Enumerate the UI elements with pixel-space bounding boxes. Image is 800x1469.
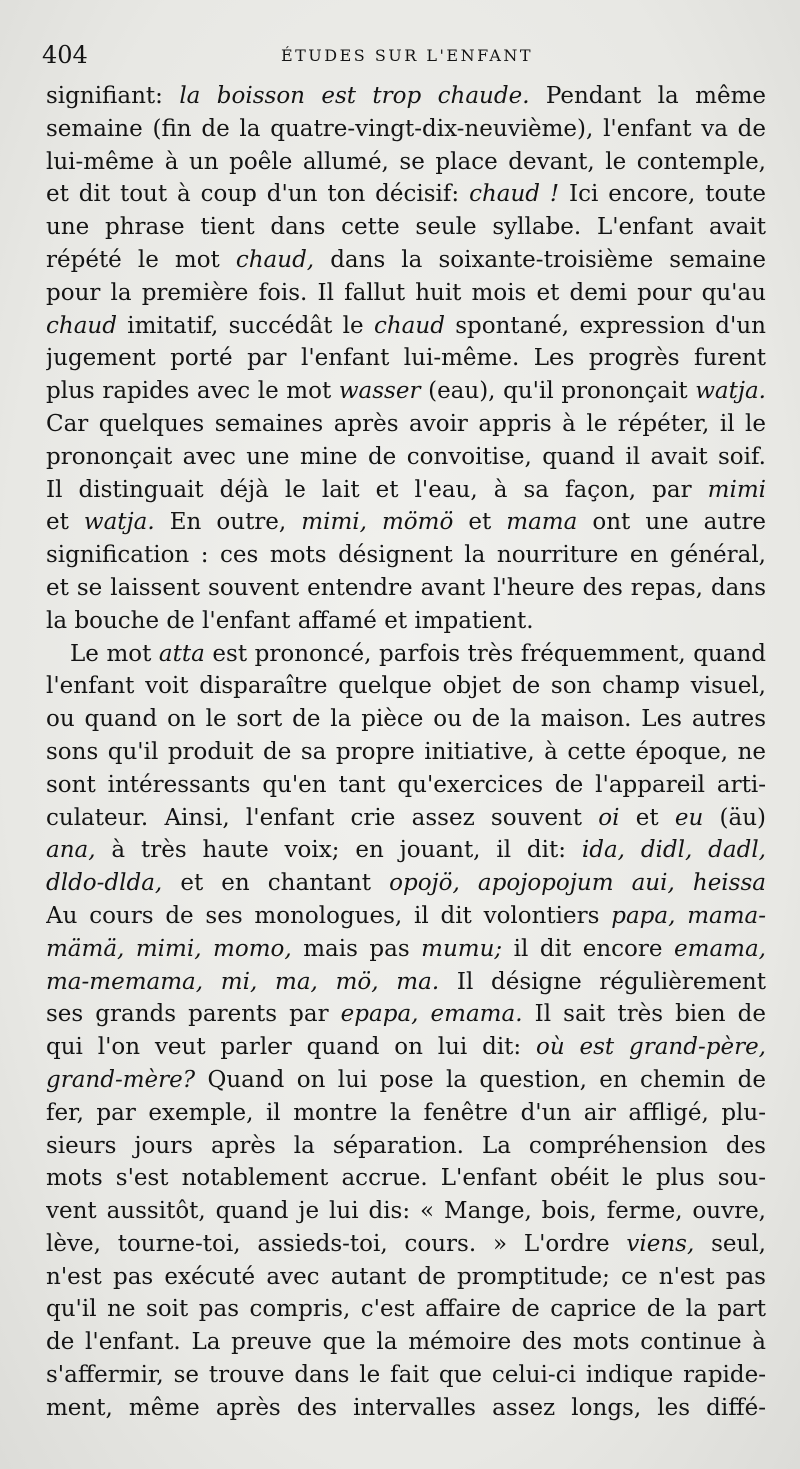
text-run: lève, tourne-toi, assieds-toi, cours. » L'ordre: [46, 1230, 627, 1257]
text-run: imitatif, succédât le: [116, 312, 374, 339]
text-line: [46, 244, 766, 277]
italic-text: ma-memama, mi, ma, mö, ma.: [46, 968, 440, 995]
text-run: vent aussitôt, quand je lui dis: « Mange, bois, ferme, ouvre,: [46, 1198, 766, 1225]
text-run: semaine (fin de la quatre-vingt-dix-neuvième), l'enfant va de: [46, 115, 766, 142]
italic-text: chaud !: [469, 181, 560, 208]
text-line: [46, 1293, 766, 1326]
italic-text: chaud: [373, 312, 445, 339]
text-run: à très haute voix; en jouant, il dit:: [95, 837, 582, 864]
text-line: [46, 1064, 766, 1097]
text-run: Ici encore, toute: [559, 181, 766, 208]
body-text: [46, 80, 766, 1425]
text-run: est prononcé, parfois très fréquemment, quand: [204, 640, 766, 667]
text-run: fer, par exemple, il montre la fenêtre d'un air affligé, plu-: [46, 1099, 766, 1126]
italic-text: eu: [674, 804, 704, 831]
text-line: [46, 1162, 766, 1195]
italic-text: ida, didl, dadl,: [581, 837, 766, 864]
text-line: [46, 670, 766, 703]
page-header: [42, 40, 760, 74]
text-run: la bouche de l'enfant affamé et impatient.: [46, 607, 534, 634]
italic-text: epapa, emama.: [340, 1001, 523, 1028]
text-line: [46, 736, 766, 769]
text-run: Il distinguait déjà le lait et l'eau, à sa façon, par: [46, 476, 708, 503]
text-line: [46, 211, 766, 244]
italic-text: mumu;: [421, 935, 503, 962]
text-run: seul,: [694, 1230, 766, 1257]
italic-text: mama: [506, 509, 578, 536]
text-run: Au cours de ses monologues, il dit volontiers: [46, 902, 612, 929]
text-run: ont une autre: [577, 509, 766, 536]
text-line: [46, 178, 766, 211]
text-line: [46, 834, 766, 867]
text-run: qu'il ne soit pas compris, c'est affaire de caprice de la part: [46, 1296, 766, 1323]
text-run: il dit encore: [502, 935, 675, 962]
italic-text: grand-mère?: [46, 1066, 196, 1093]
text-run: (äu): [703, 804, 766, 831]
italic-text: où est grand-père,: [536, 1034, 766, 1061]
text-line: [46, 1261, 766, 1294]
text-line: [46, 1097, 766, 1130]
text-line: [46, 703, 766, 736]
italic-text: papa, mama-: [611, 902, 766, 929]
text-line: [46, 867, 766, 900]
text-line: [46, 900, 766, 933]
text-run: Car quelques semaines après avoir appris à le répéter, il le: [46, 410, 766, 437]
text-run: jugement porté par l'enfant lui-même. Les progrès furent: [46, 345, 766, 372]
italic-text: atta: [158, 640, 205, 667]
text-run: prononçait avec une mine de convoitise, quand il avait soif.: [46, 443, 766, 470]
text-run: sons qu'il produit de sa propre initiative, à cette époque, ne: [46, 738, 766, 765]
text-run: répété le mot: [46, 246, 236, 273]
text-run: Quand on lui pose la question, en chemin de: [195, 1066, 766, 1093]
text-run: et dit tout à coup d'un ton décisif:: [46, 181, 470, 208]
italic-text: dldo-dlda,: [46, 870, 163, 897]
text-run: et en chantant: [162, 870, 390, 897]
text-run: et: [453, 509, 507, 536]
italic-text: wasser: [338, 378, 421, 405]
text-run: et: [619, 804, 675, 831]
text-line: [46, 1228, 766, 1261]
text-run: culateur. Ainsi, l'enfant crie assez souvent: [46, 804, 599, 831]
text-line: [46, 769, 766, 802]
text-run: ses grands parents par: [46, 1001, 341, 1028]
text-line: [46, 277, 766, 310]
text-line: [46, 638, 766, 671]
text-line: [46, 146, 766, 179]
text-run: ou quand on le sort de la pièce ou de la maison. Les autres: [46, 706, 766, 733]
italic-text: la boisson est trop chaude.: [179, 83, 530, 109]
text-line: [46, 572, 766, 605]
text-run: et: [46, 509, 84, 536]
text-line: [46, 342, 766, 375]
text-line: [46, 1031, 766, 1064]
text-line: [46, 998, 766, 1031]
text-line: [46, 441, 766, 474]
text-run: signification : ces mots désignent la nourriture en général,: [46, 542, 766, 569]
text-line: [46, 408, 766, 441]
text-run: qui l'on veut parler quand on lui dit:: [46, 1034, 537, 1061]
text-run: dans la soixante-troisième semaine: [314, 246, 766, 273]
text-run: ment, même après des intervalles assez longs, les diffé-: [46, 1394, 766, 1421]
text-run: Il désigne régulièrement: [439, 968, 766, 995]
text-run: mais pas: [291, 935, 422, 962]
text-run: de l'enfant. La preuve que la mémoire des mots continue à: [46, 1329, 766, 1356]
italic-text: ana,: [46, 837, 96, 864]
text-line: [46, 933, 766, 966]
text-line: [46, 1326, 766, 1359]
text-line: [46, 1130, 766, 1163]
text-line: [46, 1359, 766, 1392]
text-line: [46, 506, 766, 539]
text-line: [46, 113, 766, 146]
text-run: n'est pas exécuté avec autant de promptitude; ce n'est pas: [46, 1263, 766, 1290]
text-line: [46, 375, 766, 408]
text-run: sieurs jours après la séparation. La compréhension des: [46, 1132, 766, 1159]
text-run: Pendant la même: [529, 83, 766, 109]
text-run: s'affermir, se trouve dans le fait que celui-ci indique rapide-: [46, 1362, 766, 1389]
text-line: [46, 1392, 766, 1425]
text-run: plus rapides avec le mot: [46, 378, 339, 405]
italic-text: oi: [598, 804, 620, 831]
text-run: pour la première fois. Il fallut huit mois et demi pour qu'au: [46, 279, 766, 306]
text-line: [46, 539, 766, 572]
italic-text: mimi: [707, 476, 766, 503]
text-run: (eau), qu'il prononçait: [420, 378, 696, 405]
text-run: Le mot: [70, 640, 159, 667]
text-run: mots s'est notablement accrue. L'enfant obéit le plus sou-: [46, 1165, 766, 1192]
text-line: [46, 966, 766, 999]
italic-text: chaud: [46, 312, 117, 339]
text-run: En outre,: [154, 509, 302, 536]
text-line: [46, 80, 766, 113]
text-run: sont intéressants qu'en tant qu'exercices de l'appareil arti-: [46, 771, 766, 798]
text-run: signifiant:: [46, 83, 180, 109]
running-title: ÉTUDES SUR L'ENFANT: [280, 46, 534, 65]
text-run: spontané, expression d'un: [444, 312, 766, 339]
italic-text: chaud,: [235, 246, 315, 273]
italic-text: watja.: [695, 378, 766, 405]
italic-text: mimi, mömö: [301, 509, 454, 536]
text-run: et se laissent souvent entendre avant l'heure des repas, dans: [46, 574, 766, 601]
italic-text: mämä, mimi, momo,: [46, 935, 292, 962]
text-line: [46, 474, 766, 507]
italic-text: emama,: [674, 935, 766, 962]
text-line: [46, 605, 766, 638]
text-line: [46, 802, 766, 835]
italic-text: opojö, apojopojum aui, heissa: [389, 870, 766, 897]
italic-text: viens,: [626, 1230, 695, 1257]
text-run: lui-même à un poêle allumé, se place devant, le contemple,: [46, 148, 766, 175]
text-run: une phrase tient dans cette seule syllabe. L'enfant avait: [46, 214, 766, 241]
text-run: Il sait très bien de: [522, 1001, 766, 1028]
italic-text: watja.: [83, 509, 155, 536]
page-number: 404: [42, 41, 88, 69]
text-line: [46, 310, 766, 343]
text-line: [46, 1195, 766, 1228]
text-run: l'enfant voit disparaître quelque objet de son champ visuel,: [46, 673, 766, 700]
